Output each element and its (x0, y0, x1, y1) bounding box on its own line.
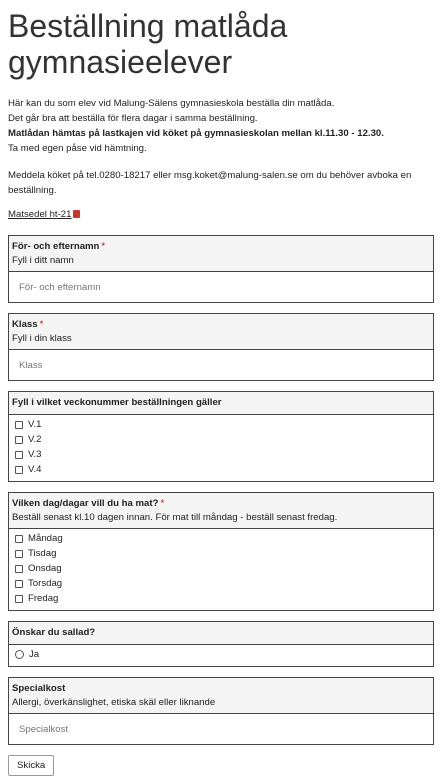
salad-field-box (8, 621, 434, 667)
checkbox[interactable] (15, 466, 23, 474)
radio-button[interactable] (15, 650, 24, 659)
name-input[interactable] (9, 272, 433, 302)
day-option-onsdag[interactable] (13, 561, 429, 576)
days-field-box (8, 492, 434, 611)
day-option-tisdag[interactable] (13, 546, 429, 561)
option-label: Onsdag (28, 563, 62, 574)
klass-field-help: Fyll i din klass (12, 333, 72, 344)
name-field-label: För- och efternamn (12, 241, 100, 252)
days-field-label: Vilken dag/dagar vill du ha mat? (12, 498, 159, 509)
days-field-header (9, 493, 433, 528)
option-label: Ja (29, 649, 40, 660)
week-field-label: Fyll i vilket veckonummer beställningen gäller (12, 397, 222, 408)
intro-line-3: Matlådan hämtas på lastkajen vid köket på gymnasieskolan mellan kl.11.30 - 12.30. (8, 128, 384, 139)
menu-link-label: Matsedel ht-21 (8, 209, 72, 220)
week-option-v2[interactable] (13, 432, 429, 447)
option-label: Fredag (28, 593, 59, 604)
name-field-header (9, 236, 433, 271)
required-marker: * (160, 498, 165, 509)
checkbox[interactable] (15, 550, 23, 558)
option-label: Tisdag (28, 548, 57, 559)
special-field-header (9, 678, 433, 713)
checkbox[interactable] (15, 565, 23, 573)
option-label: V.3 (28, 449, 42, 460)
special-field-label: Specialkost (12, 683, 66, 694)
days-options (9, 528, 433, 610)
option-label: Torsdag (28, 578, 63, 589)
intro-line-2: Det går bra att beställa för flera dagar i samma beställning. (8, 113, 258, 124)
checkbox[interactable] (15, 595, 23, 603)
intro-text (8, 96, 434, 156)
klass-input[interactable] (9, 350, 433, 380)
required-marker: * (101, 241, 106, 252)
salad-option-ja[interactable] (13, 647, 429, 662)
name-field-box (8, 235, 434, 303)
checkbox[interactable] (15, 535, 23, 543)
salad-options (9, 644, 433, 666)
day-option-torsdag[interactable] (13, 576, 429, 591)
checkbox[interactable] (15, 436, 23, 444)
name-field-help: Fyll i ditt namn (12, 255, 74, 266)
option-label: V.4 (28, 464, 42, 475)
week-field-box (8, 391, 434, 482)
page-title: Beställning matlåda gymnasieelever (8, 8, 288, 80)
klass-field-header (9, 314, 433, 349)
week-options (9, 414, 433, 481)
days-field-help: Beställ senast kl.10 dagen innan. För mat till måndag - beställ senast fredag. (12, 512, 338, 523)
checkbox[interactable] (15, 580, 23, 588)
salad-field-label: Önskar du sallad? (12, 627, 96, 638)
option-label: V.2 (28, 434, 42, 445)
checkbox[interactable] (15, 451, 23, 459)
special-field-body (9, 713, 433, 744)
week-option-v3[interactable] (13, 447, 429, 462)
page-container (8, 0, 434, 776)
pdf-icon (73, 210, 80, 218)
name-field-body (9, 271, 433, 302)
special-field-box (8, 677, 434, 745)
submit-button[interactable]: Skicka (8, 755, 54, 776)
salad-field-header (9, 622, 433, 644)
option-label: V.1 (28, 419, 42, 430)
day-option-mandag[interactable] (13, 531, 429, 546)
week-field-header (9, 392, 433, 414)
week-option-v1[interactable] (13, 417, 429, 432)
day-option-fredag[interactable] (13, 591, 429, 606)
menu-link[interactable] (8, 209, 80, 220)
week-option-v4[interactable] (13, 462, 429, 477)
required-marker: * (39, 319, 44, 330)
contact-text: Meddela köket på tel.0280-18217 eller msg.koket@malung-salen.se om du behöver avboka en beställning. (8, 170, 412, 196)
special-field-help: Allergi, överkänslighet, etiska skäl eller liknande (12, 697, 216, 708)
intro-line-1: Här kan du som elev vid Malung-Sälens gymnasieskola beställa din matlåda. (8, 98, 335, 109)
klass-field-box (8, 313, 434, 381)
checkbox[interactable] (15, 421, 23, 429)
intro-line-4: Ta med egen påse vid hämtning. (8, 143, 147, 154)
special-input[interactable] (9, 714, 433, 744)
option-label: Måndag (28, 533, 63, 544)
klass-field-label: Klass (12, 319, 38, 330)
klass-field-body (9, 349, 433, 380)
